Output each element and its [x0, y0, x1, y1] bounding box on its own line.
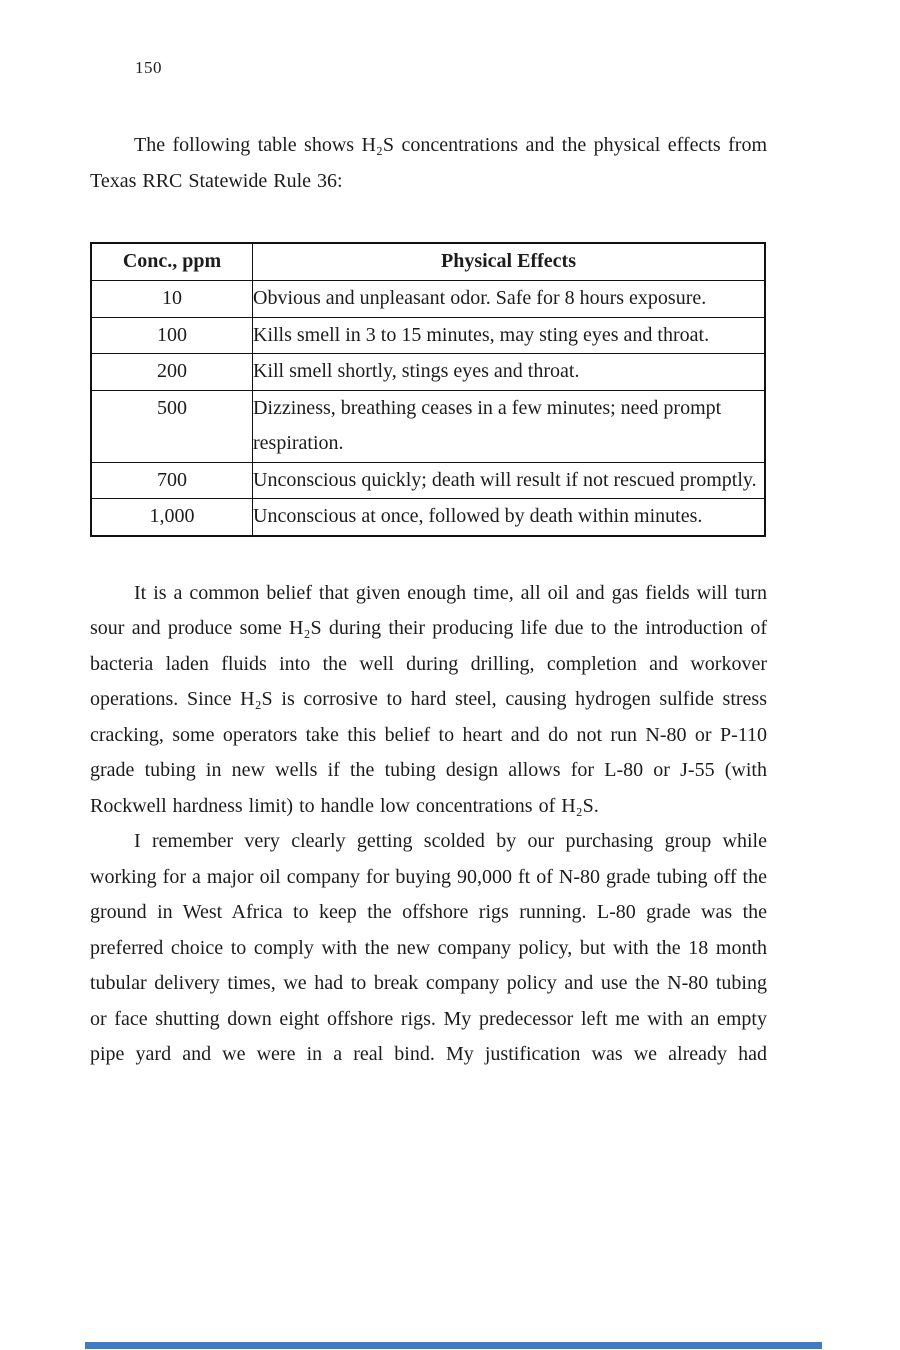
- h2s-concentration-table: [90, 242, 766, 537]
- concentration-value: 1,000: [91, 499, 253, 536]
- concentration-value: 100: [91, 317, 253, 354]
- concentration-value: 10: [91, 281, 253, 318]
- column-header-concentration: Conc., ppm: [91, 243, 253, 281]
- column-header-physical-effects: Physical Effects: [253, 243, 766, 281]
- body-paragraph-belief: It is a common belief that given enough time, all oil and gas fields will turn sour and produce some H₂S during their producing life due to the introduction of bacteria laden fluids into the well during drilling, completion and workover operations. Since H₂S is corrosive to hard steel, causing hydrogen sulfide stress cracking, some operators take this belief to heart and do not run N-80 or P-110 grade tubing in new wells if the tubing design allows for L-80 or J-55 (with Rockwell hardness limit) to handle low concentrations of H₂S.: [90, 581, 767, 817]
- concentration-value: 200: [91, 354, 253, 391]
- effect-description: Unconscious quickly; death will result if not rescued promptly.: [253, 462, 766, 499]
- page-number: 150: [135, 58, 162, 77]
- effect-description: Unconscious at once, followed by death within minutes.: [253, 499, 766, 536]
- concentration-value: 700: [91, 462, 253, 499]
- effect-description: Dizziness, breathing ceases in a few minutes; need prompt respiration.: [253, 390, 766, 462]
- table-row: [91, 354, 765, 391]
- table-row: [91, 462, 765, 499]
- intro-paragraph: The following table shows H₂S concentrations and the physical effects from Texas RRC Statewide Rule 36:: [90, 134, 767, 192]
- table-row: [91, 317, 765, 354]
- bottom-scroll-indicator[interactable]: [85, 1342, 822, 1349]
- table-row: [91, 499, 765, 536]
- effect-description: Kill smell shortly, stings eyes and throat.: [253, 354, 766, 391]
- concentration-value: 500: [91, 390, 253, 462]
- book-page: [90, 0, 767, 1073]
- effect-description: Kills smell in 3 to 15 minutes, may sting eyes and throat.: [253, 317, 766, 354]
- table-header-row: [91, 243, 765, 281]
- body-paragraph-anecdote: I remember very clearly getting scolded by our purchasing group while working for a major oil company for buying 90,000 ft of N-80 grade tubing off the ground in West Africa to keep the offshore rigs running. L-80 grade was the preferred choice to comply with the new company policy, but with the 18 month tubular delivery times, we had to break company policy and use the N-80 tubing or face shutting down eight offshore rigs. My predecessor left me with an empty pipe yard and we were in a real bind. My justification was we already had: [90, 830, 767, 1065]
- table-row: [91, 390, 765, 462]
- table-row: [91, 281, 765, 318]
- effect-description: Obvious and unpleasant odor. Safe for 8 hours exposure.: [253, 281, 766, 318]
